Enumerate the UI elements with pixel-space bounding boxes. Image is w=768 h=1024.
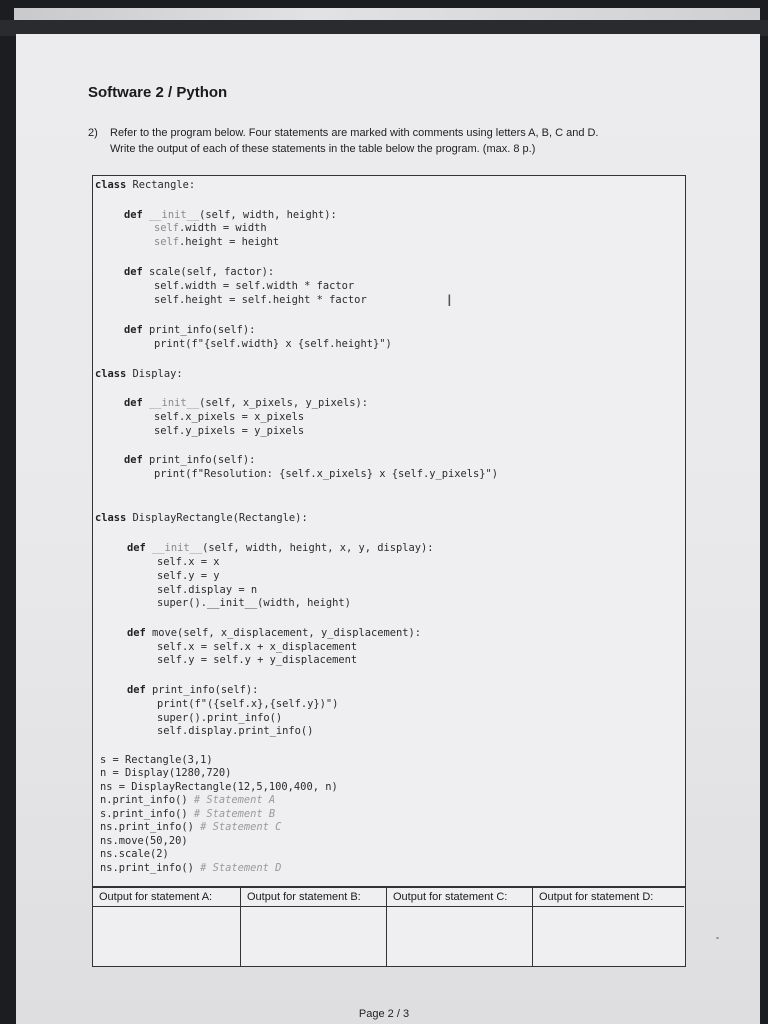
code-dunder: __init__ [149, 209, 200, 221]
question-line-2: Write the output of each of these statements in the table below the program. (max. 8 p.) [110, 143, 536, 155]
code-self: self [154, 222, 180, 234]
code-line: self.display.print_info() [157, 725, 314, 737]
page-title: Software 2 / Python [88, 84, 228, 101]
code-keyword: def [124, 266, 143, 278]
answer-cell-c[interactable] [387, 907, 532, 966]
code-line [124, 324, 255, 337]
code-line [124, 397, 368, 410]
code-text: .height = height [179, 236, 280, 248]
code-text: .width = width [179, 222, 267, 234]
answer-cell-d[interactable] [533, 907, 684, 966]
answer-cell-a[interactable] [93, 907, 240, 966]
code-text: Rectangle: [126, 179, 196, 191]
code-line [100, 808, 275, 821]
answer-header-b: Output for statement B: [241, 888, 386, 907]
code-line [127, 627, 421, 640]
code-text: print_info(self): [142, 454, 256, 466]
code-text: scale(self, factor): [142, 266, 275, 278]
code-keyword: def [124, 324, 143, 336]
code-line: ns.scale(2) [100, 848, 169, 860]
code-text: print_info(self): [145, 684, 259, 696]
code-text: move(self, x_displacement, y_displacement): [145, 627, 422, 639]
code-text: print_info(self): [142, 324, 256, 336]
code-text: (self, width, height, x, y, display): [202, 542, 434, 554]
code-dunder: __init__ [149, 397, 200, 409]
code-line: super().__init__(width, height) [157, 597, 351, 609]
code-text: ns.print_info() [100, 821, 201, 833]
code-line: super().print_info() [157, 712, 283, 724]
code-self: self [154, 236, 180, 248]
code-comment: # Statement C [200, 821, 282, 833]
page-number: Page 2 / 3 [358, 1008, 410, 1020]
code-line: self.x = self.x + x_displacement [157, 641, 358, 653]
code-line [100, 821, 281, 834]
code-line: self.y = y [157, 570, 220, 582]
code-text: DisplayRectangle(Rectangle): [126, 512, 308, 524]
code-line [100, 794, 275, 807]
code-line [100, 862, 281, 875]
code-text: s.print_info() [100, 808, 194, 820]
code-line [124, 209, 337, 222]
code-keyword: def [124, 209, 143, 221]
code-keyword: class [95, 179, 127, 191]
answer-header-a: Output for statement A: [93, 888, 240, 907]
code-listing [92, 175, 686, 887]
code-line: self.y = self.y + y_displacement [157, 654, 358, 666]
code-line: self.y_pixels = y_pixels [154, 425, 305, 437]
code-line: self.display = n [157, 584, 258, 596]
code-line: s = Rectangle(3,1) [100, 754, 213, 766]
code-line: self.x_pixels = x_pixels [154, 411, 305, 423]
question-number: 2) [88, 127, 98, 139]
code-keyword: def [127, 684, 146, 696]
code-line [154, 222, 267, 235]
code-line: ns = DisplayRectangle(12,5,100,400, n) [100, 781, 338, 793]
question-line-1: Refer to the program below. Four statements are marked with comments using letters A, B, C and D. [110, 127, 599, 139]
answer-table [92, 887, 686, 967]
code-keyword: def [124, 397, 143, 409]
code-line: ns.move(50,20) [100, 835, 188, 847]
code-keyword: def [124, 454, 143, 466]
code-line [95, 368, 183, 381]
code-line [95, 512, 308, 525]
code-keyword: def [127, 542, 146, 554]
code-line: self.height = self.height * factor [154, 294, 367, 306]
text-cursor-icon: I [447, 291, 452, 310]
code-keyword: class [95, 368, 127, 380]
code-comment: # Statement B [193, 808, 276, 820]
answer-header-c: Output for statement C: [387, 888, 532, 907]
code-line: print(f"({self.x},{self.y})") [157, 698, 339, 710]
dust-speck [716, 937, 719, 939]
code-line [124, 266, 274, 279]
code-line [127, 542, 434, 555]
code-text: n.print_info() [100, 794, 194, 806]
code-line [95, 179, 195, 192]
code-line [127, 684, 258, 697]
code-text: (self, width, height): [199, 209, 337, 221]
answer-column-c [387, 888, 533, 966]
code-line [124, 454, 255, 467]
screen-glare [14, 8, 760, 20]
code-line: self.width = self.width * factor [154, 280, 355, 292]
answer-column-d [533, 888, 684, 966]
code-line: self.x = x [157, 556, 220, 568]
answer-cell-b[interactable] [241, 907, 386, 966]
code-text: ns.print_info() [100, 862, 201, 874]
code-text: (self, x_pixels, y_pixels): [199, 397, 368, 409]
code-keyword: class [95, 512, 127, 524]
code-line [154, 236, 279, 249]
code-line: print(f"Resolution: {self.x_pixels} x {self.y_pixels}") [154, 468, 499, 480]
answer-column-a [93, 888, 241, 966]
code-line: print(f"{self.width} x {self.height}") [154, 338, 392, 350]
code-keyword: def [127, 627, 146, 639]
code-comment: # Statement D [200, 862, 282, 874]
answer-column-b [241, 888, 387, 966]
answer-header-d: Output for statement D: [533, 888, 684, 907]
code-line: n = Display(1280,720) [100, 767, 232, 779]
code-text: Display: [126, 368, 183, 380]
code-comment: # Statement A [193, 794, 276, 806]
code-dunder: __init__ [152, 542, 203, 554]
